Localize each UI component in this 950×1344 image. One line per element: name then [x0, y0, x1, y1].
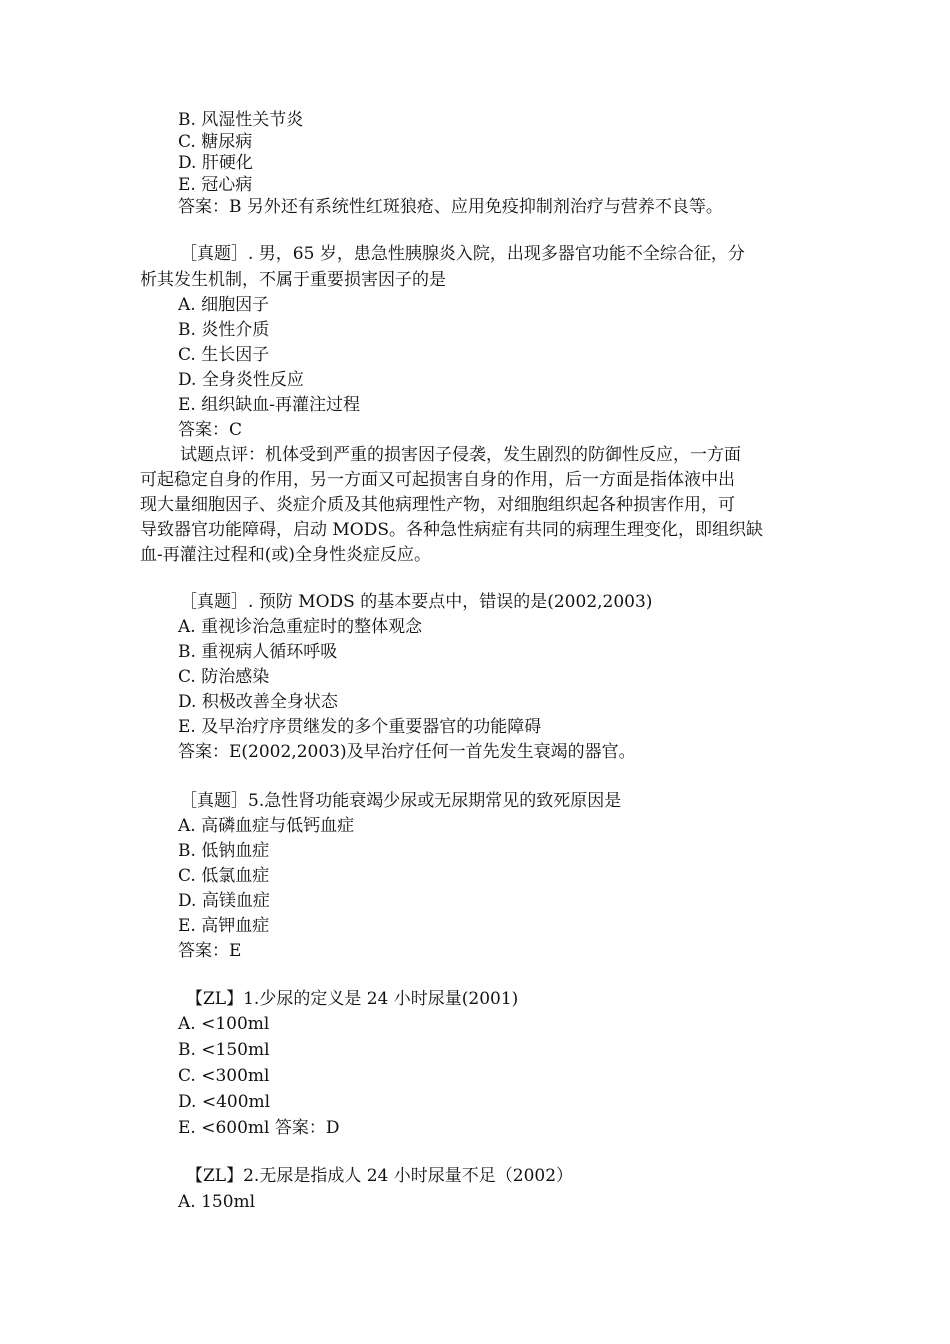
option-c: C. 低氯血症 — [178, 866, 270, 886]
comment-line: 试题点评：机体受到严重的损害因子侵袭，发生剧烈的防御性反应，一方面 — [180, 445, 741, 465]
comment-line: 血-再灌注过程和(或)全身性炎症反应。 — [140, 545, 432, 565]
answer-line: 答案：E — [178, 941, 242, 961]
option-c: C. 防治感染 — [178, 667, 270, 687]
option-d: D. 全身炎性反应 — [178, 370, 304, 390]
option-b: B. 炎性介质 — [178, 320, 270, 340]
answer-line: 答案：C — [178, 420, 243, 440]
option-b: B. <150ml — [178, 1040, 270, 1060]
option-d: D. 肝硬化 — [178, 153, 253, 173]
option-c: C. <300ml — [178, 1066, 270, 1086]
option-b: B. 低钠血症 — [178, 841, 270, 861]
option-d: D. <400ml — [178, 1092, 271, 1112]
option-e: E. 及早治疗序贯继发的多个重要器官的功能障碍 — [178, 717, 542, 737]
option-c: C. 糖尿病 — [178, 132, 253, 152]
question-text: ［真题］5.急性肾功能衰竭少尿或无尿期常见的致死原因是 — [180, 791, 622, 811]
answer-line: 答案：E(2002,2003)及早治疗任何一首先发生衰竭的器官。 — [178, 742, 636, 762]
option-a: A. 高磷血症与低钙血症 — [178, 816, 355, 836]
question-text: 【ZL】2.无尿是指成人 24 小时尿量不足（2002） — [186, 1166, 574, 1186]
option-c: C. 生长因子 — [178, 345, 270, 365]
option-a: A. 150ml — [178, 1192, 256, 1212]
option-e: E. 冠心病 — [178, 175, 253, 195]
comment-line: 导致器官功能障碍，启动 MODS。各种急性病症有共同的病理生理变化，即组织缺 — [140, 520, 764, 540]
option-a: A. 重视诊治急重症时的整体观念 — [178, 617, 423, 637]
answer-line: 答案：B 另外还有系统性红斑狼疮、应用免疫抑制剂治疗与营养不良等。 — [178, 197, 723, 217]
option-e: E. 组织缺血-再灌注过程 — [178, 395, 360, 415]
option-b: B. 风湿性关节炎 — [178, 110, 304, 130]
question-text: ［真题］. 男，65 岁，患急性胰腺炎入院，出现多器官功能不全综合征，分 — [180, 244, 745, 264]
comment-line: 现大量细胞因子、炎症介质及其他病理性产物，对细胞组织起各种损害作用，可 — [140, 495, 735, 515]
question-text: ［真题］. 预防 MODS 的基本要点中，错误的是(2002,2003) — [180, 592, 653, 612]
question-text: 【ZL】1.少尿的定义是 24 小时尿量(2001) — [186, 989, 519, 1009]
option-d: D. 高镁血症 — [178, 891, 270, 911]
option-a: A. 细胞因子 — [178, 295, 270, 315]
option-e: E. 高钾血症 — [178, 916, 270, 936]
option-d: D. 积极改善全身状态 — [178, 692, 338, 712]
option-e-with-answer: E. <600ml 答案：D — [178, 1118, 340, 1138]
question-text-cont: 析其发生机制，不属于重要损害因子的是 — [140, 270, 446, 290]
comment-line: 可起稳定自身的作用，另一方面又可起损害自身的作用，后一方面是指体液中出 — [140, 470, 735, 490]
option-a: A. <100ml — [178, 1014, 270, 1034]
option-b: B. 重视病人循环呼吸 — [178, 642, 338, 662]
